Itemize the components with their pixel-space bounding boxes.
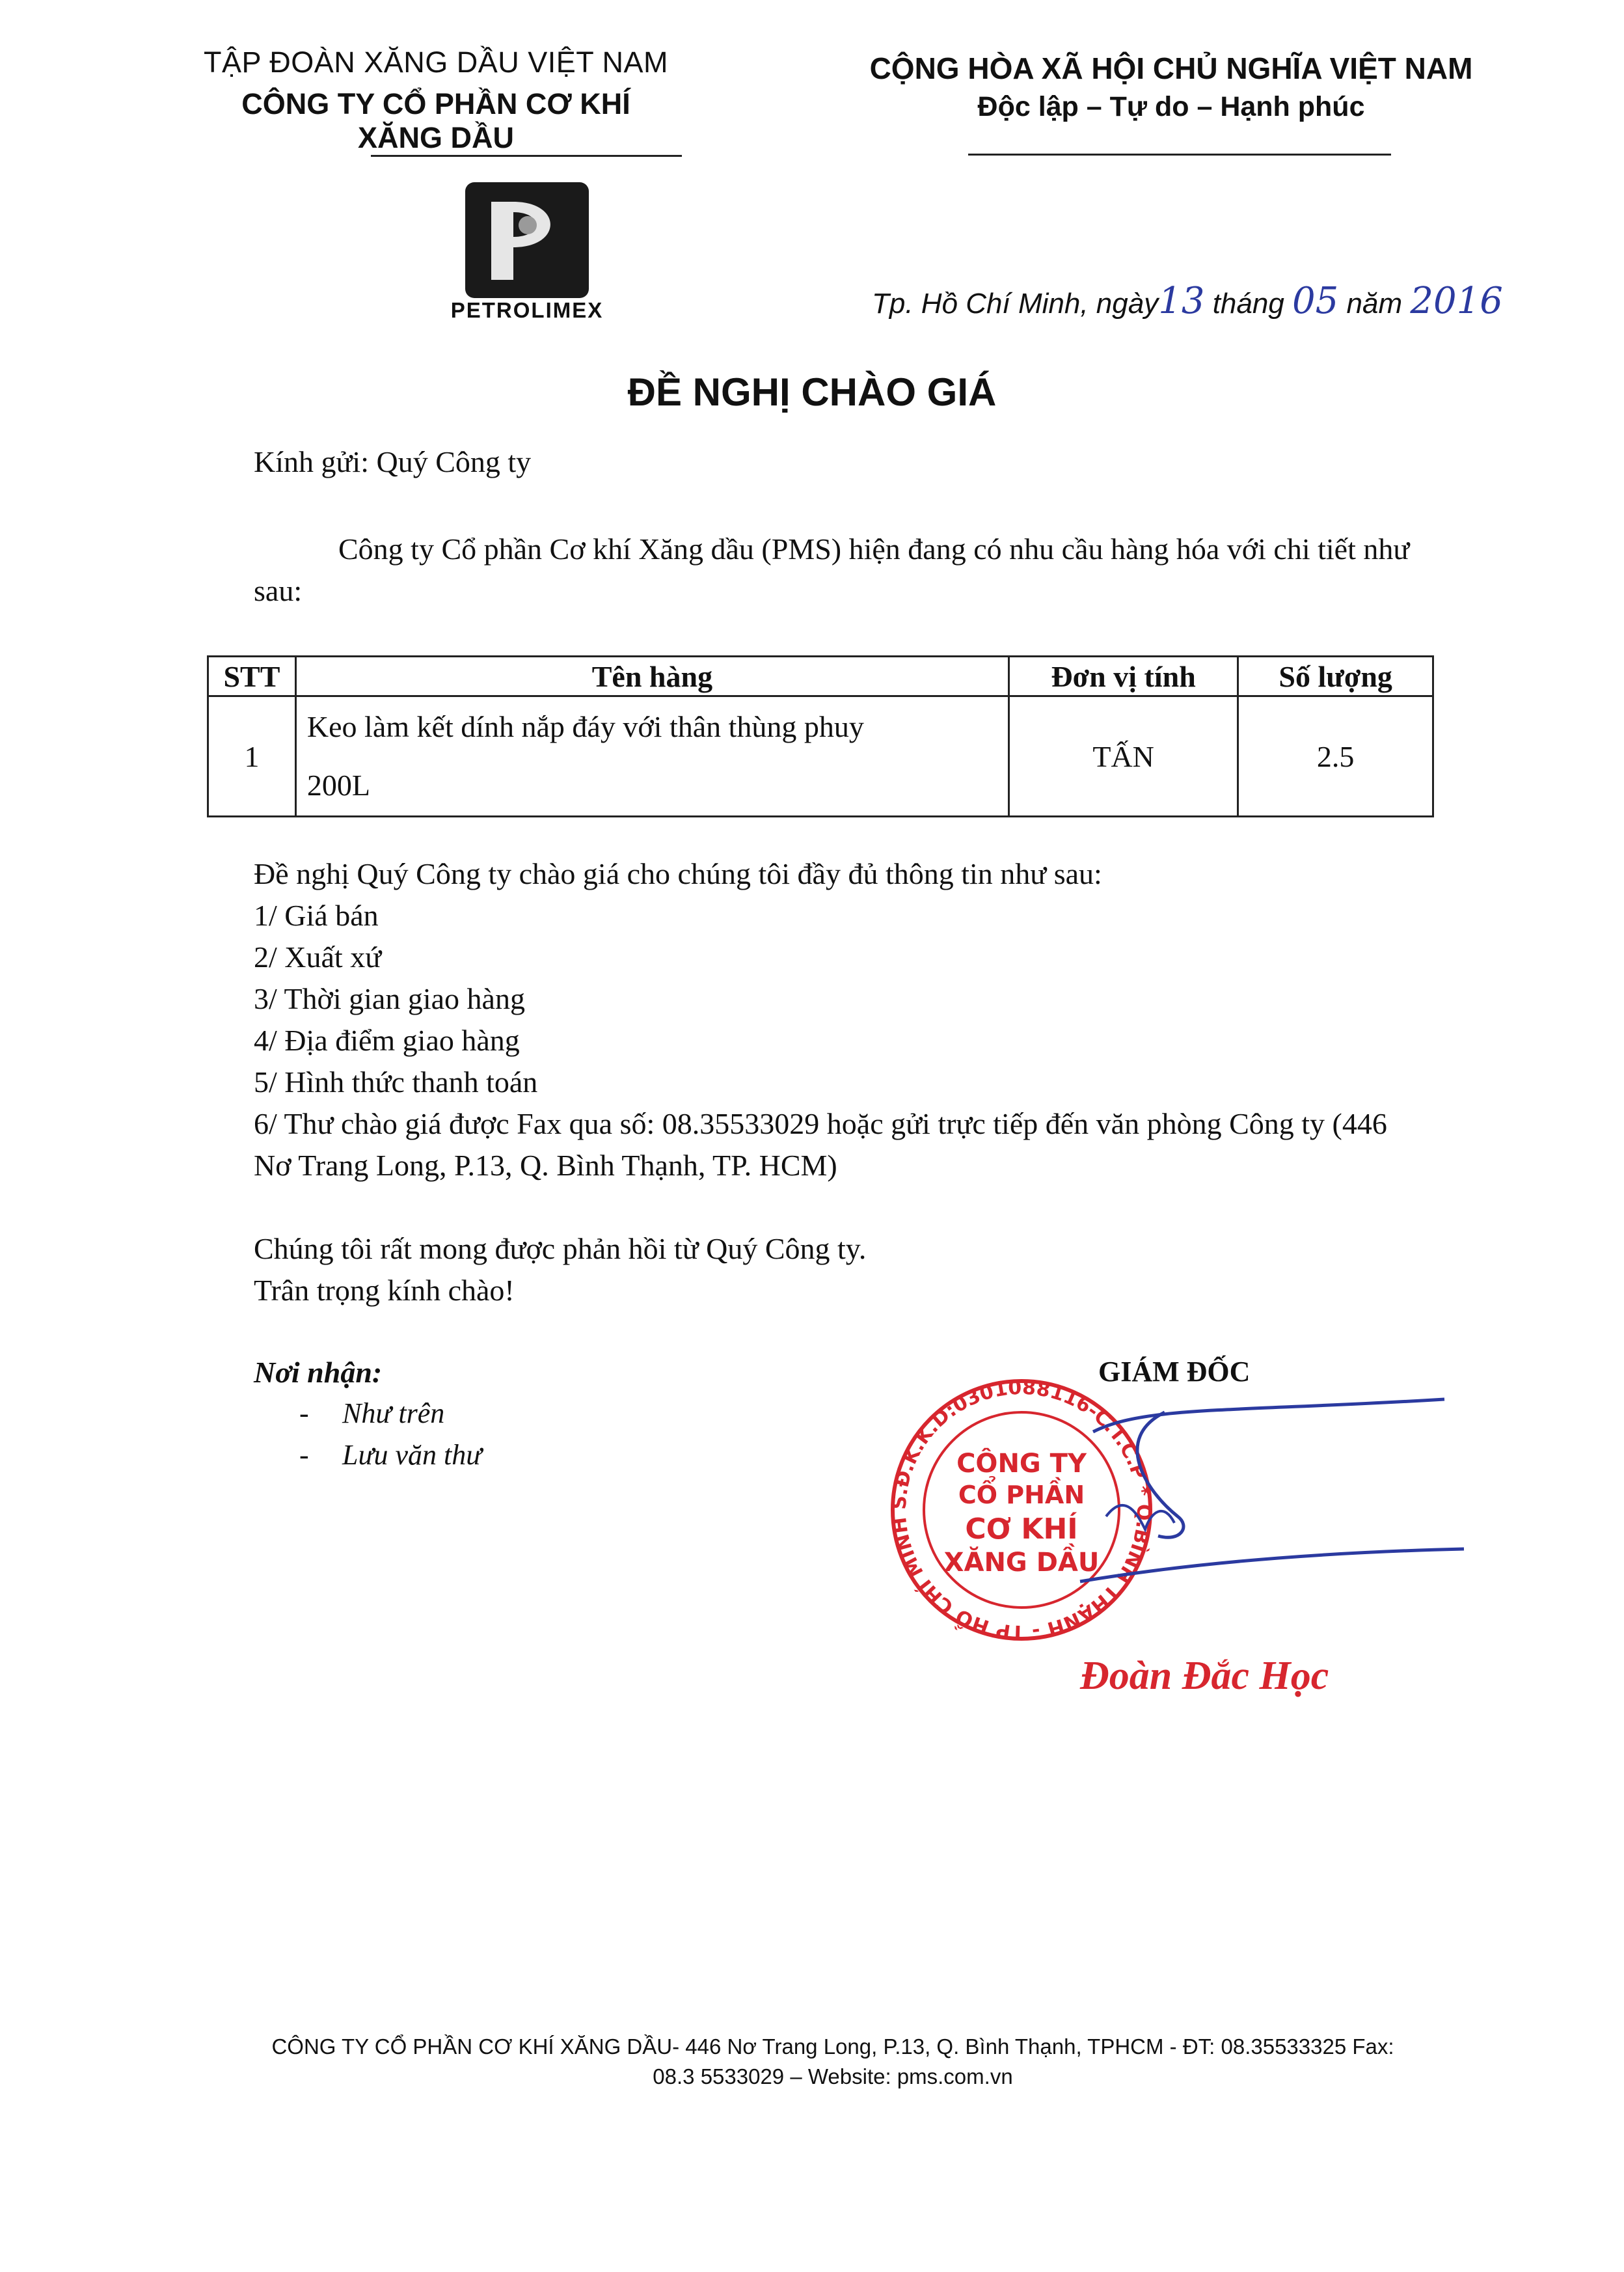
header-item-name: Tên hàng xyxy=(295,657,1008,696)
company-name: CÔNG TY CỔ PHẦN CƠ KHÍ XĂNG DẦU xyxy=(241,87,630,154)
stamp-line: XĂNG DẦU xyxy=(943,1548,1100,1578)
row-unit: TẤN xyxy=(1008,696,1238,817)
stamp-ring-text: S.Đ.K.K.D:0301088116-C.T.C.P * Q.BÌNH THẠNH - TP HỒ CHÍ MINH xyxy=(887,1376,1156,1644)
header-right xyxy=(833,51,1509,123)
date-month-label: tháng xyxy=(1212,288,1284,320)
footer-line-1: CÔNG TY CỔ PHẦN CƠ KHÍ XĂNG DẦU- 446 Nơ Trang Long, P.13, Q. Bình Thạnh, TPHCM - ĐT: 08.35533325 Fax: xyxy=(271,2034,1394,2059)
date-year-label: năm xyxy=(1346,288,1403,320)
request-item: 5/ Hình thức thanh toán xyxy=(254,1065,538,1099)
footer-line-2: 08.3 5533029 – Website: pms.com.vn xyxy=(653,2064,1013,2088)
date-month: 05 xyxy=(1292,280,1339,322)
signer-name: Đoàn Đắc Học xyxy=(1080,1654,1329,1698)
petrolimex-logo-icon xyxy=(465,182,589,298)
intro-line-1: Công ty Cổ phần Cơ khí Xăng dầu (PMS) hiện đang có nhu cầu hàng hóa với chi tiết như xyxy=(338,532,1410,566)
stamp-line: CƠ KHÍ xyxy=(965,1512,1078,1546)
stamp-line: CỔ PHẦN xyxy=(958,1481,1085,1509)
request-intro: Đề nghị Quý Công ty chào giá cho chúng tôi đầy đủ thông tin như sau: xyxy=(254,857,1102,890)
header-left-divider xyxy=(371,155,682,157)
handwritten-signature-icon xyxy=(1067,1386,1470,1608)
country-name: CỘNG HÒA XÃ HỘI CHỦ NGHĨA VIỆT NAM xyxy=(869,51,1473,85)
intro-line-2: sau: xyxy=(254,574,303,607)
request-item: 4/ Địa điểm giao hàng xyxy=(254,1024,520,1057)
recipients-label: Nơi nhận: xyxy=(254,1356,383,1389)
stamp-line: CÔNG TY xyxy=(956,1449,1087,1479)
date-line xyxy=(872,280,1503,322)
row-quantity: 2.5 xyxy=(1238,696,1433,817)
date-prefix: Tp. Hồ Chí Minh, ngày xyxy=(872,288,1159,320)
closing-line-1: Chúng tôi rất mong được phản hồi từ Quý Công ty. xyxy=(254,1232,867,1265)
closing-line-2: Trân trọng kính chào! xyxy=(254,1274,515,1307)
national-motto: Độc lập – Tự do – Hạnh phúc xyxy=(977,91,1365,122)
date-year: 2016 xyxy=(1410,280,1503,322)
recipient-item: - Như trên xyxy=(299,1397,445,1429)
items-table xyxy=(207,655,1434,817)
document-title: ĐỀ NGHỊ CHÀO GIÁ xyxy=(627,370,997,414)
header-left xyxy=(195,46,677,155)
request-item: 2/ Xuất xứ xyxy=(254,940,382,974)
recipient-item-text: Lưu văn thư xyxy=(342,1439,482,1471)
header-unit: Đơn vị tính xyxy=(1008,657,1238,696)
recipient-line: Kính gửi: Quý Công ty xyxy=(254,445,532,478)
request-item: 6/ Thư chào giá được Fax qua số: 08.35533029 hoặc gửi trực tiếp đến văn phòng Công ty (446 xyxy=(254,1107,1387,1140)
header-right-divider xyxy=(968,154,1391,156)
request-item: 1/ Giá bán xyxy=(254,899,379,932)
table-header-row xyxy=(208,657,1433,696)
request-item: 3/ Thời gian giao hàng xyxy=(254,982,525,1015)
group-name: TẬP ĐOÀN XĂNG DẦU VIỆT NAM xyxy=(204,46,668,79)
table-row xyxy=(208,696,1433,817)
row-item-name-line-1: Keo làm kết dính nắp đáy với thân thùng phuy xyxy=(306,710,864,743)
row-item-name xyxy=(295,696,1008,817)
header-stt: STT xyxy=(208,657,296,696)
request-item: Nơ Trang Long, P.13, Q. Bình Thạnh, TP. HCM) xyxy=(254,1149,837,1182)
logo-text: PETROLIMEX xyxy=(450,298,604,322)
recipient-item-text: Như trên xyxy=(342,1397,445,1429)
row-stt: 1 xyxy=(208,696,296,817)
footer xyxy=(195,2032,1470,2092)
signature-role: GIÁM ĐỐC xyxy=(1098,1356,1251,1388)
recipient-item: - Lưu văn thư xyxy=(299,1439,482,1471)
row-item-name-line-2: 200L xyxy=(306,769,371,802)
header-quantity: Số lượng xyxy=(1238,657,1433,696)
date-day: 13 xyxy=(1158,280,1205,322)
